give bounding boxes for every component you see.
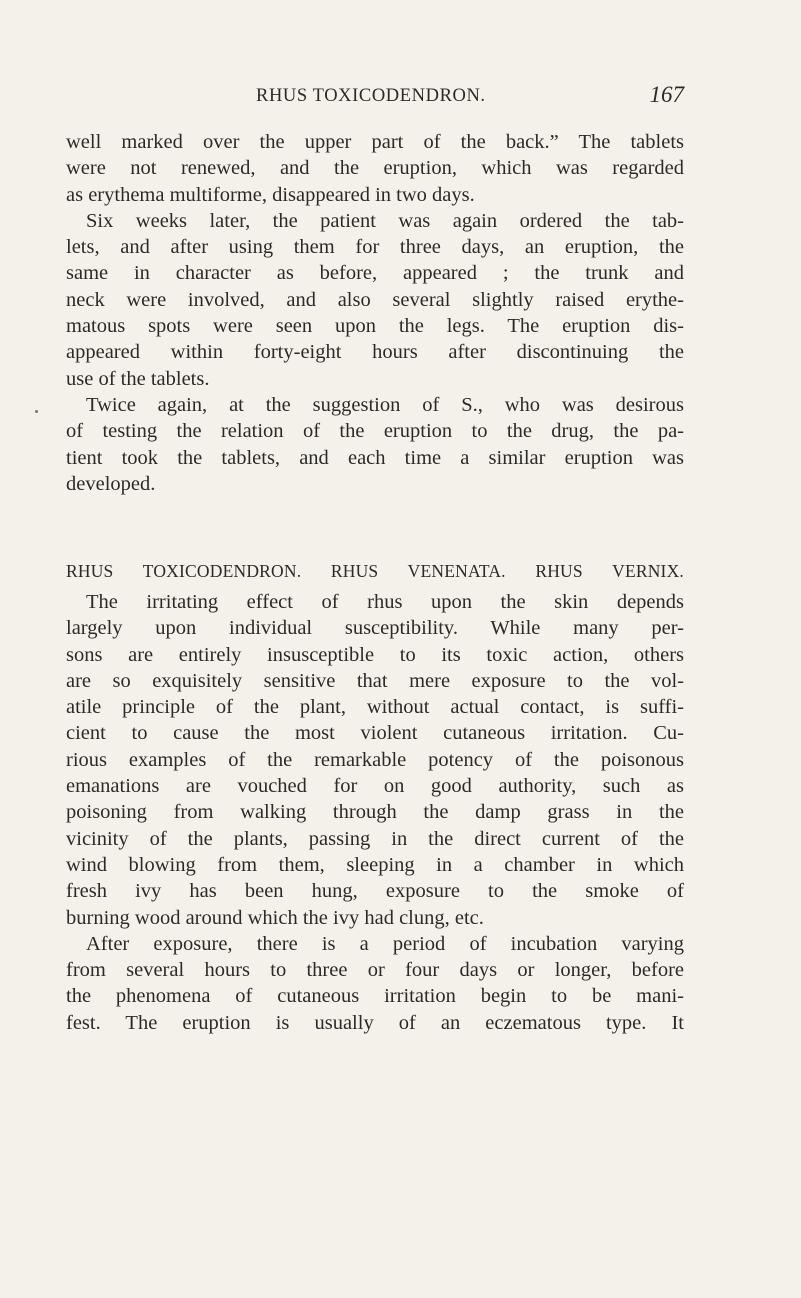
- text-line: After exposure, there is a period of incubation varying: [86, 932, 684, 955]
- text-line: use of the tablets.: [66, 367, 210, 390]
- text-line: atile principle of the plant, without actual contact, is suffi-: [66, 696, 684, 719]
- page-number: 167: [649, 82, 684, 107]
- text-line: appeared within forty-eight hours after discontinuing the: [66, 341, 684, 364]
- text-line: cient to cause the most violent cutaneous irritation. Cu-: [66, 722, 684, 745]
- text-line: wind blowing from them, sleeping in a chamber in which: [66, 853, 684, 876]
- text-line: developed.: [66, 472, 156, 495]
- text-line: matous spots were seen upon the legs. The eruption dis-: [66, 315, 684, 338]
- text-line: well marked over the upper part of the back.” The tablets: [66, 131, 684, 153]
- text-line: from several hours to three or four days or longer, before: [66, 959, 684, 982]
- page-header: [66, 82, 684, 116]
- section-heading: RHUS TOXICODENDRON. RHUS VENENATA. RHUS VERNIX.: [66, 561, 684, 581]
- print-speck: [35, 410, 38, 413]
- text-line: lets, and after using them for three days, an eruption, the: [66, 236, 684, 259]
- text-line: Twice again, at the suggestion of S., who was desirous: [86, 393, 684, 416]
- text-line: poisoning from walking through the damp grass in the: [66, 801, 684, 824]
- text-line: sons are entirely insusceptible to its toxic action, others: [66, 643, 684, 666]
- text-line: fest. The eruption is usually of an eczematous type. It: [66, 1011, 684, 1034]
- text-line: as erythema multiforme, disappeared in two days.: [66, 183, 475, 206]
- text-line: Six weeks later, the patient was again ordered the tab-: [86, 209, 684, 232]
- text-line: were not renewed, and the eruption, which was regarded: [66, 157, 684, 180]
- text-line: burning wood around which the ivy had clung, etc.: [66, 906, 484, 929]
- text-line: are so exquisitely sensitive that mere exposure to the vol-: [66, 669, 684, 692]
- text-line: rious examples of the remarkable potency of the poisonous: [66, 748, 684, 771]
- text-line: of testing the relation of the eruption to the drug, the pa-: [66, 420, 684, 443]
- text-line: fresh ivy has been hung, exposure to the smoke of: [66, 880, 684, 903]
- text-line: emanations are vouched for on good authority, such as: [66, 775, 684, 798]
- text-line: same in character as before, appeared ; the trunk and: [66, 262, 684, 285]
- text-line: tient took the tablets, and each time a similar eruption was: [66, 446, 684, 469]
- paragraph-block-continued: [66, 129, 684, 497]
- text-line: The irritating effect of rhus upon the skin depends: [86, 591, 684, 613]
- running-title: RHUS TOXICODENDRON.: [256, 86, 486, 106]
- text-line: largely upon individual susceptibility. While many per-: [66, 617, 684, 640]
- paragraph-block: [66, 589, 684, 1036]
- text-line: vicinity of the plants, passing in the direct current of the: [66, 827, 684, 850]
- text-line: the phenomena of cutaneous irritation begin to be mani-: [66, 985, 684, 1008]
- text-line: neck were involved, and also several slightly raised erythe-: [66, 288, 684, 311]
